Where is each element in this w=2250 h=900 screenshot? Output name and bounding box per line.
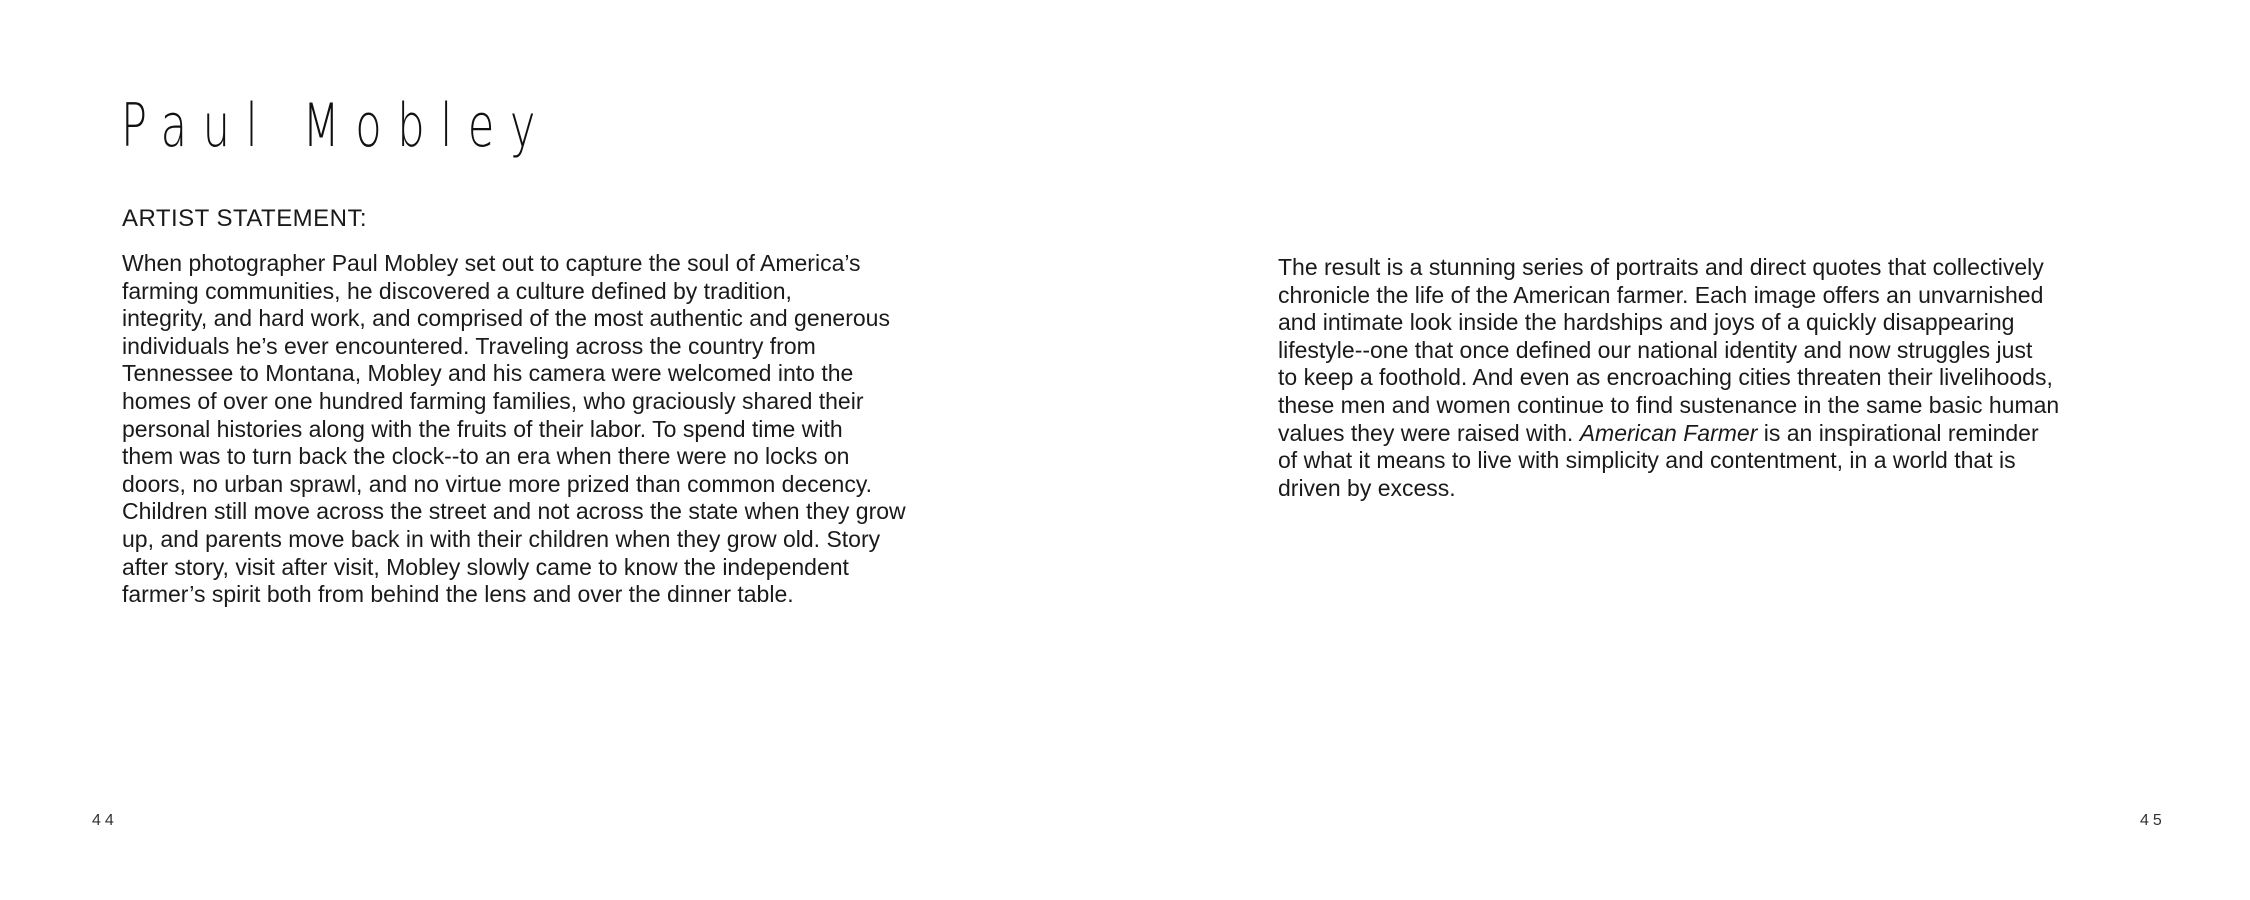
text-line: The result is a stunning series of portraits and direct quotes that collectively <box>1278 254 2044 280</box>
text-line: to keep a foothold. And even as encroaching cities threaten their livelihoods, <box>1278 364 2053 391</box>
text-line: them was to turn back the clock--to an era when there were no locks on <box>122 443 850 470</box>
statement-paragraph-right <box>1278 254 2158 502</box>
text-line: personal histories along with the fruits of their labor. To spend time with <box>122 415 843 442</box>
text-line: up, and parents move back in with their children when they grow old. Story <box>122 525 881 552</box>
text-line: chronicle the life of the American farmer. Each image offers an unvarnished <box>1278 281 2044 308</box>
statement-right-column <box>1278 254 2158 502</box>
text-line: lifestyle--one that once defined our national identity and now struggles just <box>1278 336 2033 363</box>
text-fragment: is an inspirational reminder <box>1757 419 2039 446</box>
text-line: farmer’s spirit both from behind the lens and over the dinner table. <box>122 581 794 608</box>
artist-statement-heading: ARTIST STATEMENT: <box>122 205 368 232</box>
text-line: and intimate look inside the hardships and joys of a quickly disappearing <box>1278 309 2015 336</box>
text-line: Tennessee to Montana, Mobley and his camera were welcomed into the <box>122 360 854 387</box>
text-line: homes of over one hundred farming families, who graciously shared their <box>122 387 864 414</box>
book-title-italic: American Farmer <box>1579 419 1758 446</box>
text-line: integrity, and hard work, and comprised of the most authentic and generous <box>122 305 890 332</box>
text-fragment: values they were raised with. <box>1278 419 1580 446</box>
statement-left-column <box>122 250 1002 609</box>
statement-paragraph-left <box>122 250 1002 609</box>
artist-name-title: Paul Mobley <box>121 91 552 161</box>
mixed-text-line <box>1278 420 2158 448</box>
text-line: after story, visit after visit, Mobley slowly came to know the independent <box>122 553 849 580</box>
text-line: individuals he’s ever encountered. Traveling across the country from <box>122 332 816 359</box>
text-line: driven by excess. <box>1278 474 1456 501</box>
text-line: these men and women continue to find sustenance in the same basic human <box>1278 391 2060 418</box>
text-line: farming communities, he discovered a culture defined by tradition, <box>122 277 792 304</box>
page-number-left: 44 <box>92 812 118 829</box>
text-line: When photographer Paul Mobley set out to capture the soul of America’s <box>122 250 861 276</box>
page-number-right: 45 <box>2140 812 2166 829</box>
text-line: of what it means to live with simplicity and contentment, in a world that is <box>1278 447 2016 474</box>
text-line: Children still move across the street and not across the state when they grow <box>122 498 906 525</box>
text-line: doors, no urban sprawl, and no virtue more prized than common decency. <box>122 470 873 497</box>
